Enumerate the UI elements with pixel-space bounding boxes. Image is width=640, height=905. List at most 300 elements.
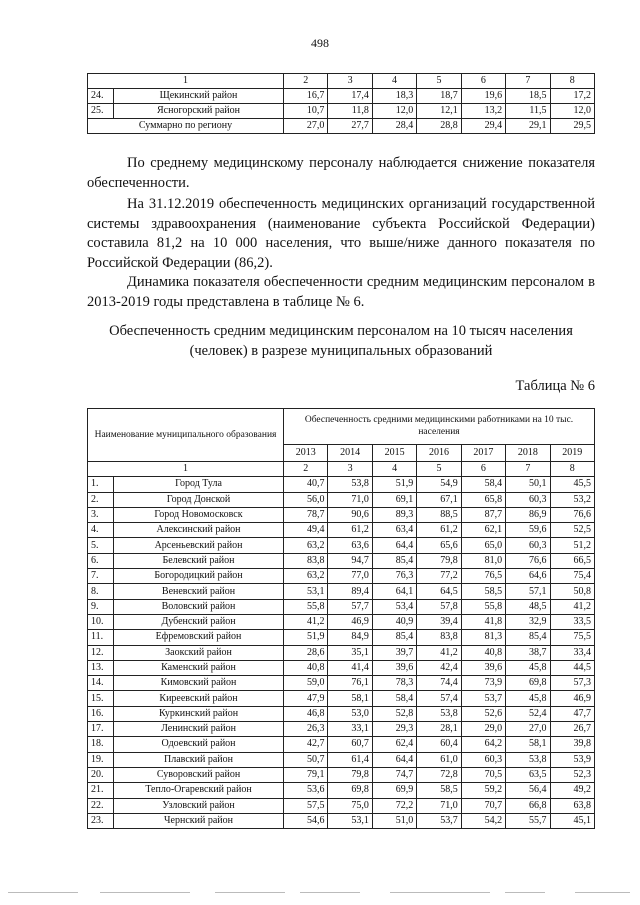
district-name: Каменский район <box>114 660 284 675</box>
value-cell: 18,7 <box>417 89 461 104</box>
value-cell: 53,9 <box>550 752 594 767</box>
value-cell: 40,8 <box>461 645 505 660</box>
value-cell: 64,5 <box>417 584 461 599</box>
top-table-header-row <box>88 74 595 89</box>
value-cell: 12,0 <box>372 104 416 119</box>
value-cell: 60,3 <box>461 752 505 767</box>
value-cell: 85,4 <box>506 630 550 645</box>
value-cell: 55,7 <box>506 813 550 828</box>
table-row <box>88 553 595 568</box>
value-cell: 76,1 <box>328 676 372 691</box>
value-cell: 84,9 <box>328 630 372 645</box>
row-number: 9. <box>88 599 114 614</box>
value-cell: 67,1 <box>417 492 461 507</box>
value-cell: 39,6 <box>372 660 416 675</box>
value-cell: 52,3 <box>550 767 594 782</box>
value-cell: 51,0 <box>372 813 416 828</box>
district-name: Ефремовский район <box>114 630 284 645</box>
table-row <box>88 767 595 782</box>
year-header-cell: 2016 <box>417 444 461 461</box>
value-cell: 47,9 <box>284 691 328 706</box>
value-cell: 41,2 <box>417 645 461 660</box>
district-name: Плавский район <box>114 752 284 767</box>
value-cell: 89,3 <box>372 507 416 522</box>
top-table <box>87 73 595 134</box>
value-cell: 27,0 <box>506 722 550 737</box>
value-cell: 57,8 <box>417 599 461 614</box>
district-name: Ясногорский район <box>114 104 284 119</box>
district-name: Киреевский район <box>114 691 284 706</box>
paragraph-2: На 31.12.2019 обеспеченность медицинских организаций государственной системы здравоохранения (наименование субъекта Российской Федерации) составила 81,2 на 10 000 населения, что выше/ниже данного показателя по Российской Федерации (86,2). <box>87 196 595 271</box>
value-cell: 50,7 <box>284 752 328 767</box>
year-header-cell: 2015 <box>372 444 416 461</box>
district-name: Куркинский район <box>114 706 284 721</box>
value-cell: 38,7 <box>506 645 550 660</box>
value-cell: 40,7 <box>284 477 328 492</box>
top-table-header-cell: 8 <box>550 74 594 89</box>
value-cell: 54,6 <box>284 813 328 828</box>
value-cell: 39,6 <box>461 660 505 675</box>
value-cell: 11,8 <box>328 104 372 119</box>
value-cell: 54,2 <box>461 813 505 828</box>
value-cell: 46,8 <box>284 706 328 721</box>
value-cell: 60,3 <box>506 538 550 553</box>
value-cell: 83,8 <box>284 553 328 568</box>
numbering-cell: 5 <box>417 462 461 477</box>
value-cell: 64,1 <box>372 584 416 599</box>
value-cell: 65,6 <box>417 538 461 553</box>
scan-artifact <box>215 892 285 893</box>
value-cell: 18,3 <box>372 89 416 104</box>
value-cell: 66,8 <box>506 798 550 813</box>
table6 <box>87 408 595 829</box>
year-header-cell: 2017 <box>461 444 505 461</box>
row-number: 11. <box>88 630 114 645</box>
value-cell: 59,6 <box>506 523 550 538</box>
value-cell: 32,9 <box>506 614 550 629</box>
value-cell: 39,8 <box>550 737 594 752</box>
value-cell: 66,5 <box>550 553 594 568</box>
value-cell: 77,0 <box>328 569 372 584</box>
row-number: 8. <box>88 584 114 599</box>
district-name: Богородицкий район <box>114 569 284 584</box>
district-name: Одоевский район <box>114 737 284 752</box>
value-cell: 45,8 <box>506 660 550 675</box>
table-row <box>88 676 595 691</box>
value-cell: 40,8 <box>284 660 328 675</box>
table-row <box>88 507 595 522</box>
table-row <box>88 89 595 104</box>
value-cell: 79,8 <box>417 553 461 568</box>
value-cell: 60,3 <box>506 492 550 507</box>
value-cell: 64,6 <box>506 569 550 584</box>
row-number: 6. <box>88 553 114 568</box>
value-cell: 51,9 <box>284 630 328 645</box>
row-number: 7. <box>88 569 114 584</box>
row-number: 1. <box>88 477 114 492</box>
value-cell: 26,3 <box>284 722 328 737</box>
value-cell: 86,9 <box>506 507 550 522</box>
table-row <box>88 569 595 584</box>
value-cell: 61,2 <box>328 523 372 538</box>
summary-label: Суммарно по региону <box>88 119 284 134</box>
value-cell: 52,5 <box>550 523 594 538</box>
value-cell: 63,8 <box>550 798 594 813</box>
year-header-cell: 2014 <box>328 444 372 461</box>
district-name: Арсеньевский район <box>114 538 284 553</box>
top-table-header-cell: 3 <box>328 74 372 89</box>
value-cell: 76,6 <box>506 553 550 568</box>
value-cell: 33,5 <box>550 614 594 629</box>
numbering-cell: 1 <box>88 462 284 477</box>
table-row <box>88 752 595 767</box>
value-cell: 28,8 <box>417 119 461 134</box>
value-cell: 77,2 <box>417 569 461 584</box>
value-cell: 53,4 <box>372 599 416 614</box>
value-cell: 53,1 <box>328 813 372 828</box>
numbering-cell: 8 <box>550 462 594 477</box>
value-cell: 75,0 <box>328 798 372 813</box>
row-number: 20. <box>88 767 114 782</box>
value-cell: 69,1 <box>372 492 416 507</box>
value-cell: 79,1 <box>284 767 328 782</box>
value-cell: 53,2 <box>550 492 594 507</box>
value-cell: 62,4 <box>372 737 416 752</box>
row-number: 2. <box>88 492 114 507</box>
value-cell: 29,4 <box>461 119 505 134</box>
value-cell: 51,2 <box>550 538 594 553</box>
value-cell: 73,9 <box>461 676 505 691</box>
row-number: 16. <box>88 706 114 721</box>
table-row <box>88 722 595 737</box>
value-cell: 55,8 <box>284 599 328 614</box>
district-name: Щекинский район <box>114 89 284 104</box>
table-row <box>88 706 595 721</box>
district-name: Алексинский район <box>114 523 284 538</box>
value-cell: 53,1 <box>284 584 328 599</box>
value-cell: 58,5 <box>461 584 505 599</box>
table6-head <box>88 409 595 477</box>
district-name: Воловский район <box>114 599 284 614</box>
district-name: Кимовский район <box>114 676 284 691</box>
table-row <box>88 630 595 645</box>
district-name: Город Новомосковск <box>114 507 284 522</box>
value-cell: 78,7 <box>284 507 328 522</box>
value-cell: 39,4 <box>417 614 461 629</box>
value-cell: 49,4 <box>284 523 328 538</box>
value-cell: 29,0 <box>461 722 505 737</box>
paragraph-1: По среднему медицинскому персоналу наблюдается снижение показателя обеспеченности. <box>87 155 595 191</box>
value-cell: 41,2 <box>284 614 328 629</box>
value-cell: 45,5 <box>550 477 594 492</box>
table-row <box>88 614 595 629</box>
value-cell: 65,0 <box>461 538 505 553</box>
value-cell: 61,4 <box>328 752 372 767</box>
value-cell: 89,4 <box>328 584 372 599</box>
value-cell: 79,8 <box>328 767 372 782</box>
value-cell: 42,7 <box>284 737 328 752</box>
table-row <box>88 584 595 599</box>
row-number: 5. <box>88 538 114 553</box>
row-number: 21. <box>88 783 114 798</box>
value-cell: 11,5 <box>506 104 550 119</box>
value-cell: 61,0 <box>417 752 461 767</box>
value-cell: 56,0 <box>284 492 328 507</box>
district-name: Заокский район <box>114 645 284 660</box>
value-cell: 52,6 <box>461 706 505 721</box>
value-cell: 85,4 <box>372 553 416 568</box>
paragraph-3: Динамика показателя обеспеченности средним медицинским персоналом в 2013-2019 годы представлена в таблице № 6. <box>87 274 595 310</box>
value-cell: 70,7 <box>461 798 505 813</box>
value-cell: 53,7 <box>417 813 461 828</box>
table-row <box>88 798 595 813</box>
value-cell: 50,1 <box>506 477 550 492</box>
row-number: 15. <box>88 691 114 706</box>
value-cell: 69,8 <box>328 783 372 798</box>
table-row <box>88 691 595 706</box>
value-cell: 81,0 <box>461 553 505 568</box>
value-cell: 33,1 <box>328 722 372 737</box>
district-name: Дубенский район <box>114 614 284 629</box>
table6-caption: Таблица № 6 <box>515 378 595 394</box>
value-cell: 35,1 <box>328 645 372 660</box>
value-cell: 12,0 <box>550 104 594 119</box>
value-cell: 27,7 <box>328 119 372 134</box>
value-cell: 28,1 <box>417 722 461 737</box>
numbering-cell: 4 <box>372 462 416 477</box>
value-cell: 41,8 <box>461 614 505 629</box>
value-cell: 57,5 <box>284 798 328 813</box>
row-number: 17. <box>88 722 114 737</box>
value-cell: 41,2 <box>550 599 594 614</box>
value-cell: 76,3 <box>372 569 416 584</box>
table-row <box>88 599 595 614</box>
value-cell: 39,7 <box>372 645 416 660</box>
district-name: Суворовский район <box>114 767 284 782</box>
table-row <box>88 492 595 507</box>
top-table-header-cell: 6 <box>461 74 505 89</box>
row-number: 13. <box>88 660 114 675</box>
scan-artifact <box>300 892 360 893</box>
row-number: 24. <box>88 89 114 104</box>
value-cell: 53,6 <box>284 783 328 798</box>
value-cell: 58,5 <box>417 783 461 798</box>
value-cell: 53,8 <box>328 477 372 492</box>
value-cell: 56,4 <box>506 783 550 798</box>
value-cell: 55,8 <box>461 599 505 614</box>
value-cell: 12,1 <box>417 104 461 119</box>
value-cell: 40,9 <box>372 614 416 629</box>
district-name: Узловский район <box>114 798 284 813</box>
value-cell: 52,4 <box>506 706 550 721</box>
row-number: 10. <box>88 614 114 629</box>
value-cell: 64,2 <box>461 737 505 752</box>
value-cell: 94,7 <box>328 553 372 568</box>
value-cell: 47,7 <box>550 706 594 721</box>
value-cell: 33,4 <box>550 645 594 660</box>
value-cell: 59,2 <box>461 783 505 798</box>
table6-group-header: Обеспеченность средними медицинскими работниками на 10 тыс. населения <box>284 409 595 445</box>
value-cell: 62,1 <box>461 523 505 538</box>
value-cell: 29,3 <box>372 722 416 737</box>
row-number: 12. <box>88 645 114 660</box>
year-header-cell: 2018 <box>506 444 550 461</box>
value-cell: 29,1 <box>506 119 550 134</box>
district-name: Город Тула <box>114 477 284 492</box>
value-cell: 88,5 <box>417 507 461 522</box>
value-cell: 58,1 <box>328 691 372 706</box>
district-name: Город Донской <box>114 492 284 507</box>
value-cell: 16,7 <box>284 89 328 104</box>
value-cell: 46,9 <box>328 614 372 629</box>
value-cell: 17,2 <box>550 89 594 104</box>
summary-row <box>88 119 595 134</box>
value-cell: 41,4 <box>328 660 372 675</box>
value-cell: 52,8 <box>372 706 416 721</box>
scan-artifact <box>505 892 545 893</box>
value-cell: 76,5 <box>461 569 505 584</box>
value-cell: 13,2 <box>461 104 505 119</box>
value-cell: 69,9 <box>372 783 416 798</box>
value-cell: 10,7 <box>284 104 328 119</box>
table-row <box>88 783 595 798</box>
value-cell: 60,7 <box>328 737 372 752</box>
value-cell: 78,3 <box>372 676 416 691</box>
value-cell: 59,0 <box>284 676 328 691</box>
scan-artifact <box>100 892 190 893</box>
row-number: 23. <box>88 813 114 828</box>
table6-body <box>88 477 595 829</box>
value-cell: 75,5 <box>550 630 594 645</box>
value-cell: 63,5 <box>506 767 550 782</box>
value-cell: 81,3 <box>461 630 505 645</box>
value-cell: 48,5 <box>506 599 550 614</box>
value-cell: 85,4 <box>372 630 416 645</box>
value-cell: 44,5 <box>550 660 594 675</box>
value-cell: 57,7 <box>328 599 372 614</box>
value-cell: 45,8 <box>506 691 550 706</box>
value-cell: 54,9 <box>417 477 461 492</box>
district-name: Веневский район <box>114 584 284 599</box>
value-cell: 26,7 <box>550 722 594 737</box>
value-cell: 61,2 <box>417 523 461 538</box>
value-cell: 19,6 <box>461 89 505 104</box>
value-cell: 45,1 <box>550 813 594 828</box>
value-cell: 53,8 <box>506 752 550 767</box>
value-cell: 50,8 <box>550 584 594 599</box>
value-cell: 46,9 <box>550 691 594 706</box>
value-cell: 64,4 <box>372 752 416 767</box>
value-cell: 57,1 <box>506 584 550 599</box>
value-cell: 53,8 <box>417 706 461 721</box>
value-cell: 57,4 <box>417 691 461 706</box>
value-cell: 72,8 <box>417 767 461 782</box>
value-cell: 74,7 <box>372 767 416 782</box>
top-table-header-cell: 4 <box>372 74 416 89</box>
value-cell: 76,6 <box>550 507 594 522</box>
value-cell: 69,8 <box>506 676 550 691</box>
value-cell: 65,8 <box>461 492 505 507</box>
value-cell: 71,0 <box>417 798 461 813</box>
value-cell: 83,8 <box>417 630 461 645</box>
district-name: Ленинский район <box>114 722 284 737</box>
value-cell: 28,6 <box>284 645 328 660</box>
value-cell: 63,2 <box>284 538 328 553</box>
top-table-header-cell: 2 <box>284 74 328 89</box>
value-cell: 70,5 <box>461 767 505 782</box>
numbering-cell: 7 <box>506 462 550 477</box>
value-cell: 64,4 <box>372 538 416 553</box>
top-table-header-cell: 5 <box>417 74 461 89</box>
table6-numbering-row <box>88 462 595 477</box>
row-number: 22. <box>88 798 114 813</box>
value-cell: 90,6 <box>328 507 372 522</box>
value-cell: 28,4 <box>372 119 416 134</box>
value-cell: 42,4 <box>417 660 461 675</box>
row-number: 3. <box>88 507 114 522</box>
district-name: Тепло-Огаревский район <box>114 783 284 798</box>
value-cell: 87,7 <box>461 507 505 522</box>
table6-title: Обеспеченность средним медицинским персоналом на 10 тысяч населения (человек) в разрезе муниципальных образований <box>109 323 573 359</box>
value-cell: 60,4 <box>417 737 461 752</box>
value-cell: 53,0 <box>328 706 372 721</box>
value-cell: 72,2 <box>372 798 416 813</box>
value-cell: 18,5 <box>506 89 550 104</box>
value-cell: 63,2 <box>284 569 328 584</box>
value-cell: 29,5 <box>550 119 594 134</box>
table-row <box>88 660 595 675</box>
table-row <box>88 813 595 828</box>
year-header-cell: 2019 <box>550 444 594 461</box>
table6-col1-header: Наименование муниципального образования <box>88 409 284 462</box>
row-number: 4. <box>88 523 114 538</box>
row-number: 14. <box>88 676 114 691</box>
table-row <box>88 104 595 119</box>
year-header-cell: 2013 <box>284 444 328 461</box>
top-table-header-cell: 7 <box>506 74 550 89</box>
district-name: Белевский район <box>114 553 284 568</box>
value-cell: 49,2 <box>550 783 594 798</box>
scan-artifact <box>8 892 78 893</box>
row-number: 19. <box>88 752 114 767</box>
value-cell: 63,4 <box>372 523 416 538</box>
scan-artifact <box>390 892 490 893</box>
value-cell: 58,1 <box>506 737 550 752</box>
numbering-cell: 3 <box>328 462 372 477</box>
top-table-header-cell: 1 <box>88 74 284 89</box>
numbering-cell: 6 <box>461 462 505 477</box>
value-cell: 53,7 <box>461 691 505 706</box>
value-cell: 74,4 <box>417 676 461 691</box>
value-cell: 58,4 <box>461 477 505 492</box>
value-cell: 27,0 <box>284 119 328 134</box>
value-cell: 58,4 <box>372 691 416 706</box>
value-cell: 51,9 <box>372 477 416 492</box>
table-row <box>88 477 595 492</box>
value-cell: 63,6 <box>328 538 372 553</box>
district-name: Чернский район <box>114 813 284 828</box>
page-number: 498 <box>311 36 329 50</box>
row-number: 18. <box>88 737 114 752</box>
top-table-body <box>88 74 595 134</box>
value-cell: 71,0 <box>328 492 372 507</box>
table-row <box>88 538 595 553</box>
table-row <box>88 523 595 538</box>
table-row <box>88 645 595 660</box>
value-cell: 75,4 <box>550 569 594 584</box>
table-row <box>88 737 595 752</box>
row-number: 25. <box>88 104 114 119</box>
